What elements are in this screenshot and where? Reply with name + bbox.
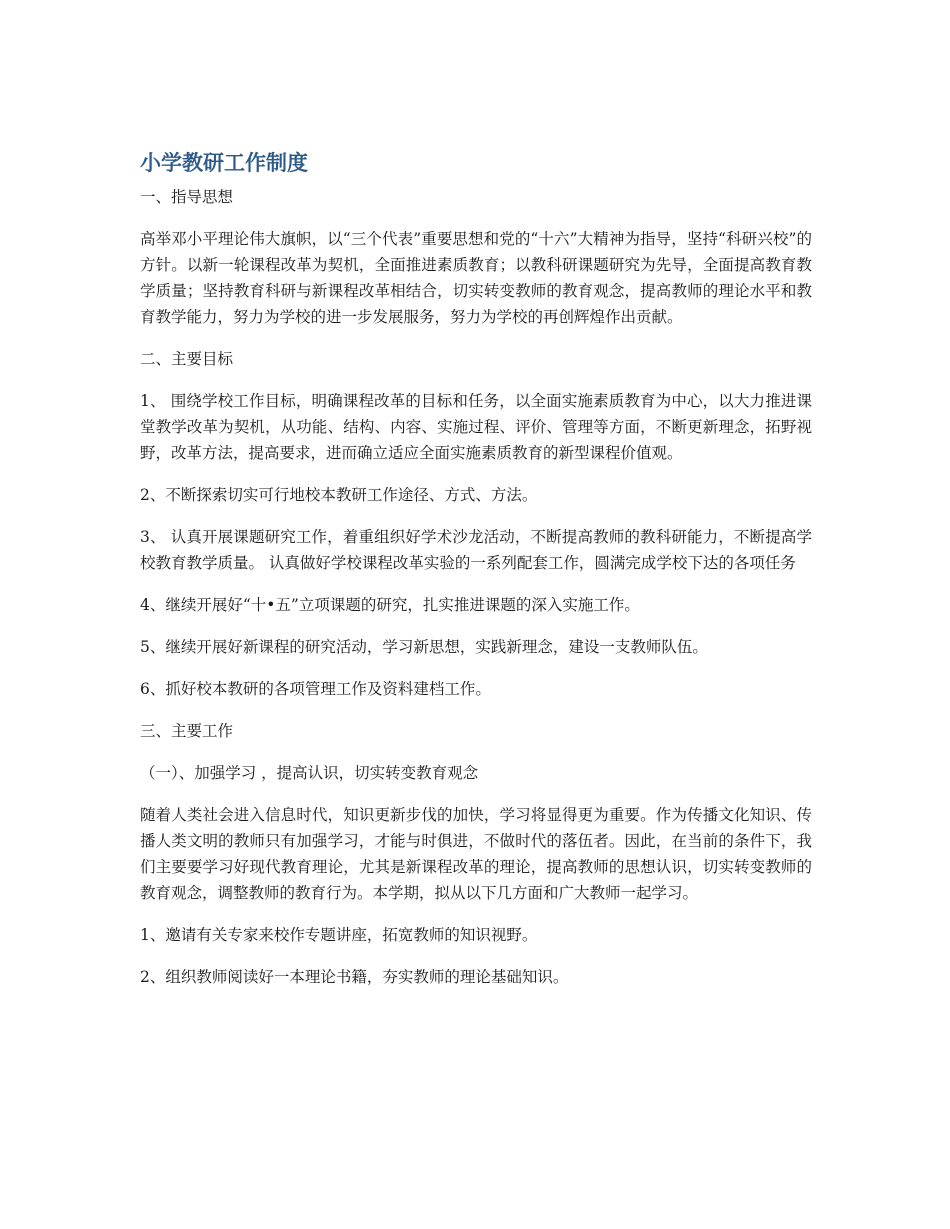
- work-item-1: 1、邀请有关专家来校作专题讲座，拓宽教师的知识视野。: [140, 926, 538, 944]
- goal-item-5: 5、继续开展好新课程的研究活动，学习新思想，实践新理念，建设一支教师队伍。: [140, 638, 708, 656]
- paragraph-study: 随着人类社会进入信息时代，知识更新步伐的加快，学习将显得更为重要。作为传播文化知识、传播人类文明的教师只有加强学习，才能与时俱进，不做时代的落伍者。因此，在当前的条件下，我们主要要学习好现代教育理论，尤其是新课程改革的理论，提高教师的思想认识，切实转变教师的教育观念，调整教师的教育行为。本学期，拟从以下几方面和广大教师一起学习。: [140, 806, 812, 902]
- document-title: 小学教研工作制度: [140, 151, 308, 175]
- paragraph-guiding-ideology: 高举邓小平理论伟大旗帜，以“三个代表”重要思想和党的“十六”大精神为指导，坚持“科研兴校”的方针。以新一轮课程改革为契机，全面推进素质教育；以教科研课题研究为先导，全面提高教育教学质量；坚持教育科研与新课程改革相结合，切实转变教师的教育观念，提高教师的理论水平和教育教学能力，努力为学校的进一步发展服务，努力为学校的再创辉煌作出贡献。: [140, 230, 812, 326]
- work-item-2: 2、组织教师阅读好一本理论书籍，夯实教师的理论基础知识。: [140, 968, 569, 986]
- goal-item-4: 4、继续开展好“十•五”立项课题的研究，扎实推进课题的深入实施工作。: [140, 596, 640, 614]
- goal-item-6: 6、抓好校本教研的各项管理工作及资料建档工作。: [140, 680, 491, 698]
- goal-item-2: 2、不断探索切实可行地校本教研工作途径、方式、方法。: [140, 486, 538, 504]
- section-heading-main-goals: 二、主要目标: [140, 350, 234, 368]
- document-page: [140, 148, 812, 1006]
- section-heading-guiding-ideology: 一、指导思想: [140, 188, 234, 206]
- goal-item-1: 1、 围绕学校工作目标，明确课程改革的目标和任务，以全面实施素质教育为中心，以大力推进课堂教学改革为契机，从功能、结构、内容、实施过程、评价、管理等方面，不断更新理念，拓野视野，改革方法，提高要求，进而确立适应全面实施素质教育的新型课程价值观。: [140, 392, 812, 462]
- goal-item-3: 3、 认真开展课题研究工作，着重组织好学术沙龙活动，不断提高教师的教科研能力，不断提高学校教育教学质量。 认真做好学校课程改革实验的一系列配套工作，圆满完成学校下达的各项任务: [140, 528, 812, 572]
- subsection-heading-study: （一）、加强学习 ，提高认识，切实转变教育观念: [140, 764, 479, 782]
- section-heading-main-work: 三、主要工作: [140, 722, 234, 740]
